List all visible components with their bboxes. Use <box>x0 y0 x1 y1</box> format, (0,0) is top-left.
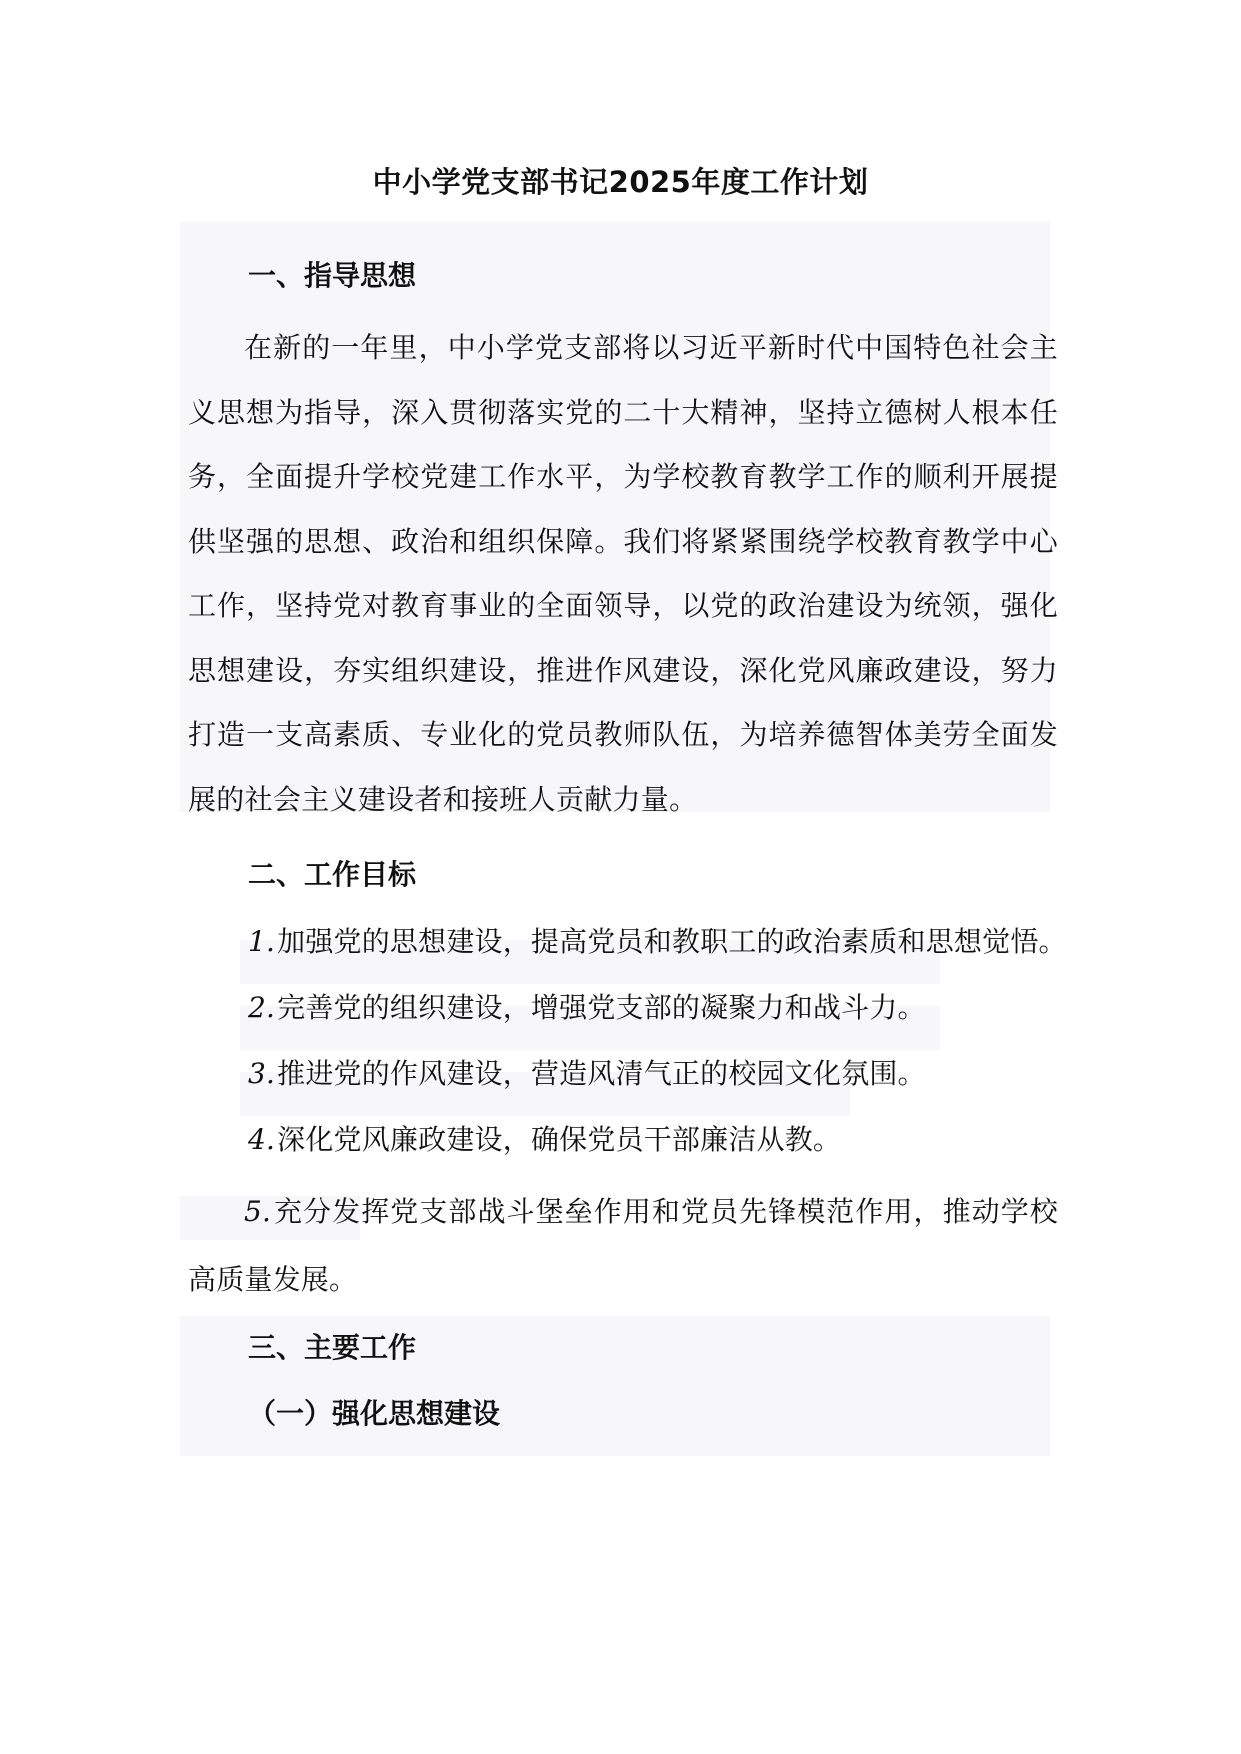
goal-item-3 <box>248 1054 926 1094</box>
goal-item-number: 3. <box>248 1057 276 1090</box>
section-paragraph-guiding-ideology: 在新的一年里，中小学党支部将以习近平新时代中国特色社会主义思想为指导，深入贯彻落实党的二十大精神，坚持立德树人根本任务，全面提升学校党建工作水平，为学校教育教学工作的顺利开展提供坚强的思想、政治和组织保障。我们将紧紧围绕学校教育教学中心工作，坚持党对教育事业的全面领导，以党的政治建设为统领，强化思想建设，夯实组织建设，推进作风建设，深化党风廉政建设，努力打造一支高素质、专业化的党员教师队伍，为培养德智体美劳全面发展的社会主义建设者和接班人贡献力量。 <box>188 331 1058 816</box>
goal-item-number: 2. <box>248 991 276 1024</box>
goal-item-text: 充分发挥党支部战斗堡垒作用和党员先锋模范作用，推动学校高质量发展。 <box>188 1195 1058 1296</box>
goal-item-number: 4. <box>248 1123 276 1156</box>
goal-item-text: 推进党的作风建设，营造风清气正的校园文化氛围。 <box>277 1057 926 1090</box>
goal-item-text: 加强党的思想建设，提高党员和教职工的政治素质和思想觉悟。 <box>277 925 1067 958</box>
section-heading-main-work: 三、主要工作 <box>248 1331 417 1364</box>
goal-item-number: 5. <box>244 1195 272 1228</box>
goal-item-number: 1. <box>248 925 276 958</box>
subsection-heading-ideological-building: （一）强化思想建设 <box>248 1397 501 1430</box>
goal-item-2 <box>248 988 926 1028</box>
goal-item-1 <box>248 922 1067 962</box>
goal-item-4 <box>248 1120 841 1160</box>
goal-item-text: 完善党的组织建设，增强党支部的凝聚力和战斗力。 <box>277 991 926 1024</box>
section-heading-guiding-ideology: 一、指导思想 <box>248 259 417 292</box>
document-title: 中小学党支部书记2025年度工作计划 <box>372 165 869 199</box>
section-heading-work-goals: 二、工作目标 <box>248 858 417 891</box>
goal-item-5 <box>188 1178 1058 1314</box>
goal-item-text: 深化党风廉政建设，确保党员干部廉洁从教。 <box>277 1123 842 1156</box>
